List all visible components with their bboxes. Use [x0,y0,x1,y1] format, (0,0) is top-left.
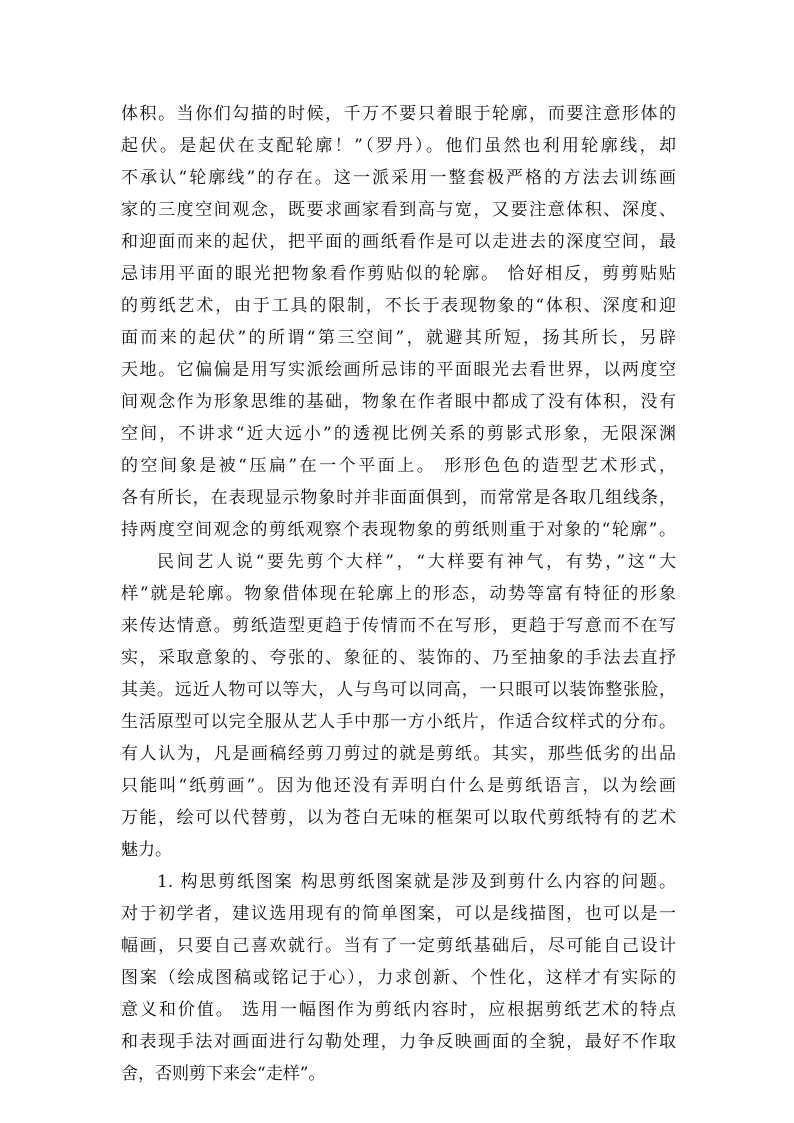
text-line: 意义和价值。 选用一幅图作为剪纸内容时，应根据剪纸艺术的特点 [121,1000,676,1020]
text-line: 体积。当你们勾描的时候，千万不要只着眼于轮廓，而要注意形体的 [121,104,676,124]
text-line: 样”就是轮廓。物象借体现在轮廓上的形态，动势等富有特征的形象 [121,584,676,604]
text-line: 面而来的起伏”的所谓“第三空间”，就避其所短，扬其所长，另辟 [121,328,676,348]
text-line: 1. 构思剪纸图案 构思剪纸图案就是涉及到剪什么内容的问题。 [157,872,676,892]
text-line: 天地。它偏偏是用写实派绘画所忌讳的平面眼光去看世界，以两度空 [121,360,676,380]
text-line: 持两度空间观念的剪纸观察个表现物象的剪纸则重于对象的“轮廓”。 [121,520,676,540]
text-line: 万能，绘可以代替剪，以为苍白无味的框架可以取代剪纸特有的艺术 [121,808,676,828]
text-line: 魅力。 [121,840,172,860]
text-line: 生活原型可以完全服从艺人手中那一方小纸片，作适合纹样式的分布。 [121,712,676,732]
text-line: 民间艺人说“要先剪个大样”，“大样要有神气，有势，”这“大 [157,552,676,572]
text-line: 家的三度空间观念，既要求画家看到高与宽，又要注意体积、深度、 [121,200,676,220]
text-line: 对于初学者，建议选用现有的简单图案，可以是线描图，也可以是一 [121,904,676,924]
text-line: 不承认“轮廓线”的存在。这一派采用一整套极严格的方法去训练画 [121,168,676,188]
text-line: 和表现手法对画面进行勾勒处理，力争反映画面的全貌，最好不作取 [121,1032,676,1052]
text-line: 只能叫“纸剪画”。因为他还没有弄明白什么是剪纸语言，以为绘画 [121,776,676,796]
text-line: 忌讳用平面的眼光把物象看作剪贴似的轮廓。 恰好相反，剪剪贴贴 [121,264,676,284]
text-line: 图案（绘成图稿或铭记于心），力求创新、个性化，这样才有实际的 [121,968,676,988]
text-line: 的空间象是被“压扁”在一个平面上。 形形色色的造型艺术形式， [121,456,676,476]
text-line: 其美。远近人物可以等大，人与鸟可以同高，一只眼可以装饰整张脸， [121,680,676,700]
text-line: 起伏。是起伏在支配轮廓！”（罗丹）。他们虽然也利用轮廓线，却 [121,136,676,156]
text-line: 空间，不讲求“近大远小”的透视比例关系的剪影式形象，无限深渊 [121,424,676,444]
text-line: 有人认为，凡是画稿经剪刀剪过的就是剪纸。其实，那些低劣的出品 [121,744,676,764]
text-line: 的剪纸艺术，由于工具的限制，不长于表现物象的“体积、深度和迎 [121,296,676,316]
text-line: 实，采取意象的、夸张的、象征的、装饰的、乃至抽象的手法去直抒 [121,648,676,668]
text-line: 幅画，只要自己喜欢就行。当有了一定剪纸基础后，尽可能自己设计 [121,936,676,956]
text-line: 间观念作为形象思维的基础，物象在作者眼中都成了没有体积，没有 [121,392,676,412]
text-line: 各有所长，在表现显示物象时并非面面俱到，而常常是各取几组线条， [121,488,676,508]
text-line: 来传达情意。剪纸造型更趋于传情而不在写形，更趋于写意而不在写 [121,616,676,636]
text-line: 舍，否则剪下来会“走样”。 [121,1064,326,1084]
text-line: 和迎面而来的起伏，把平面的画纸看作是可以走进去的深度空间，最 [121,232,676,252]
